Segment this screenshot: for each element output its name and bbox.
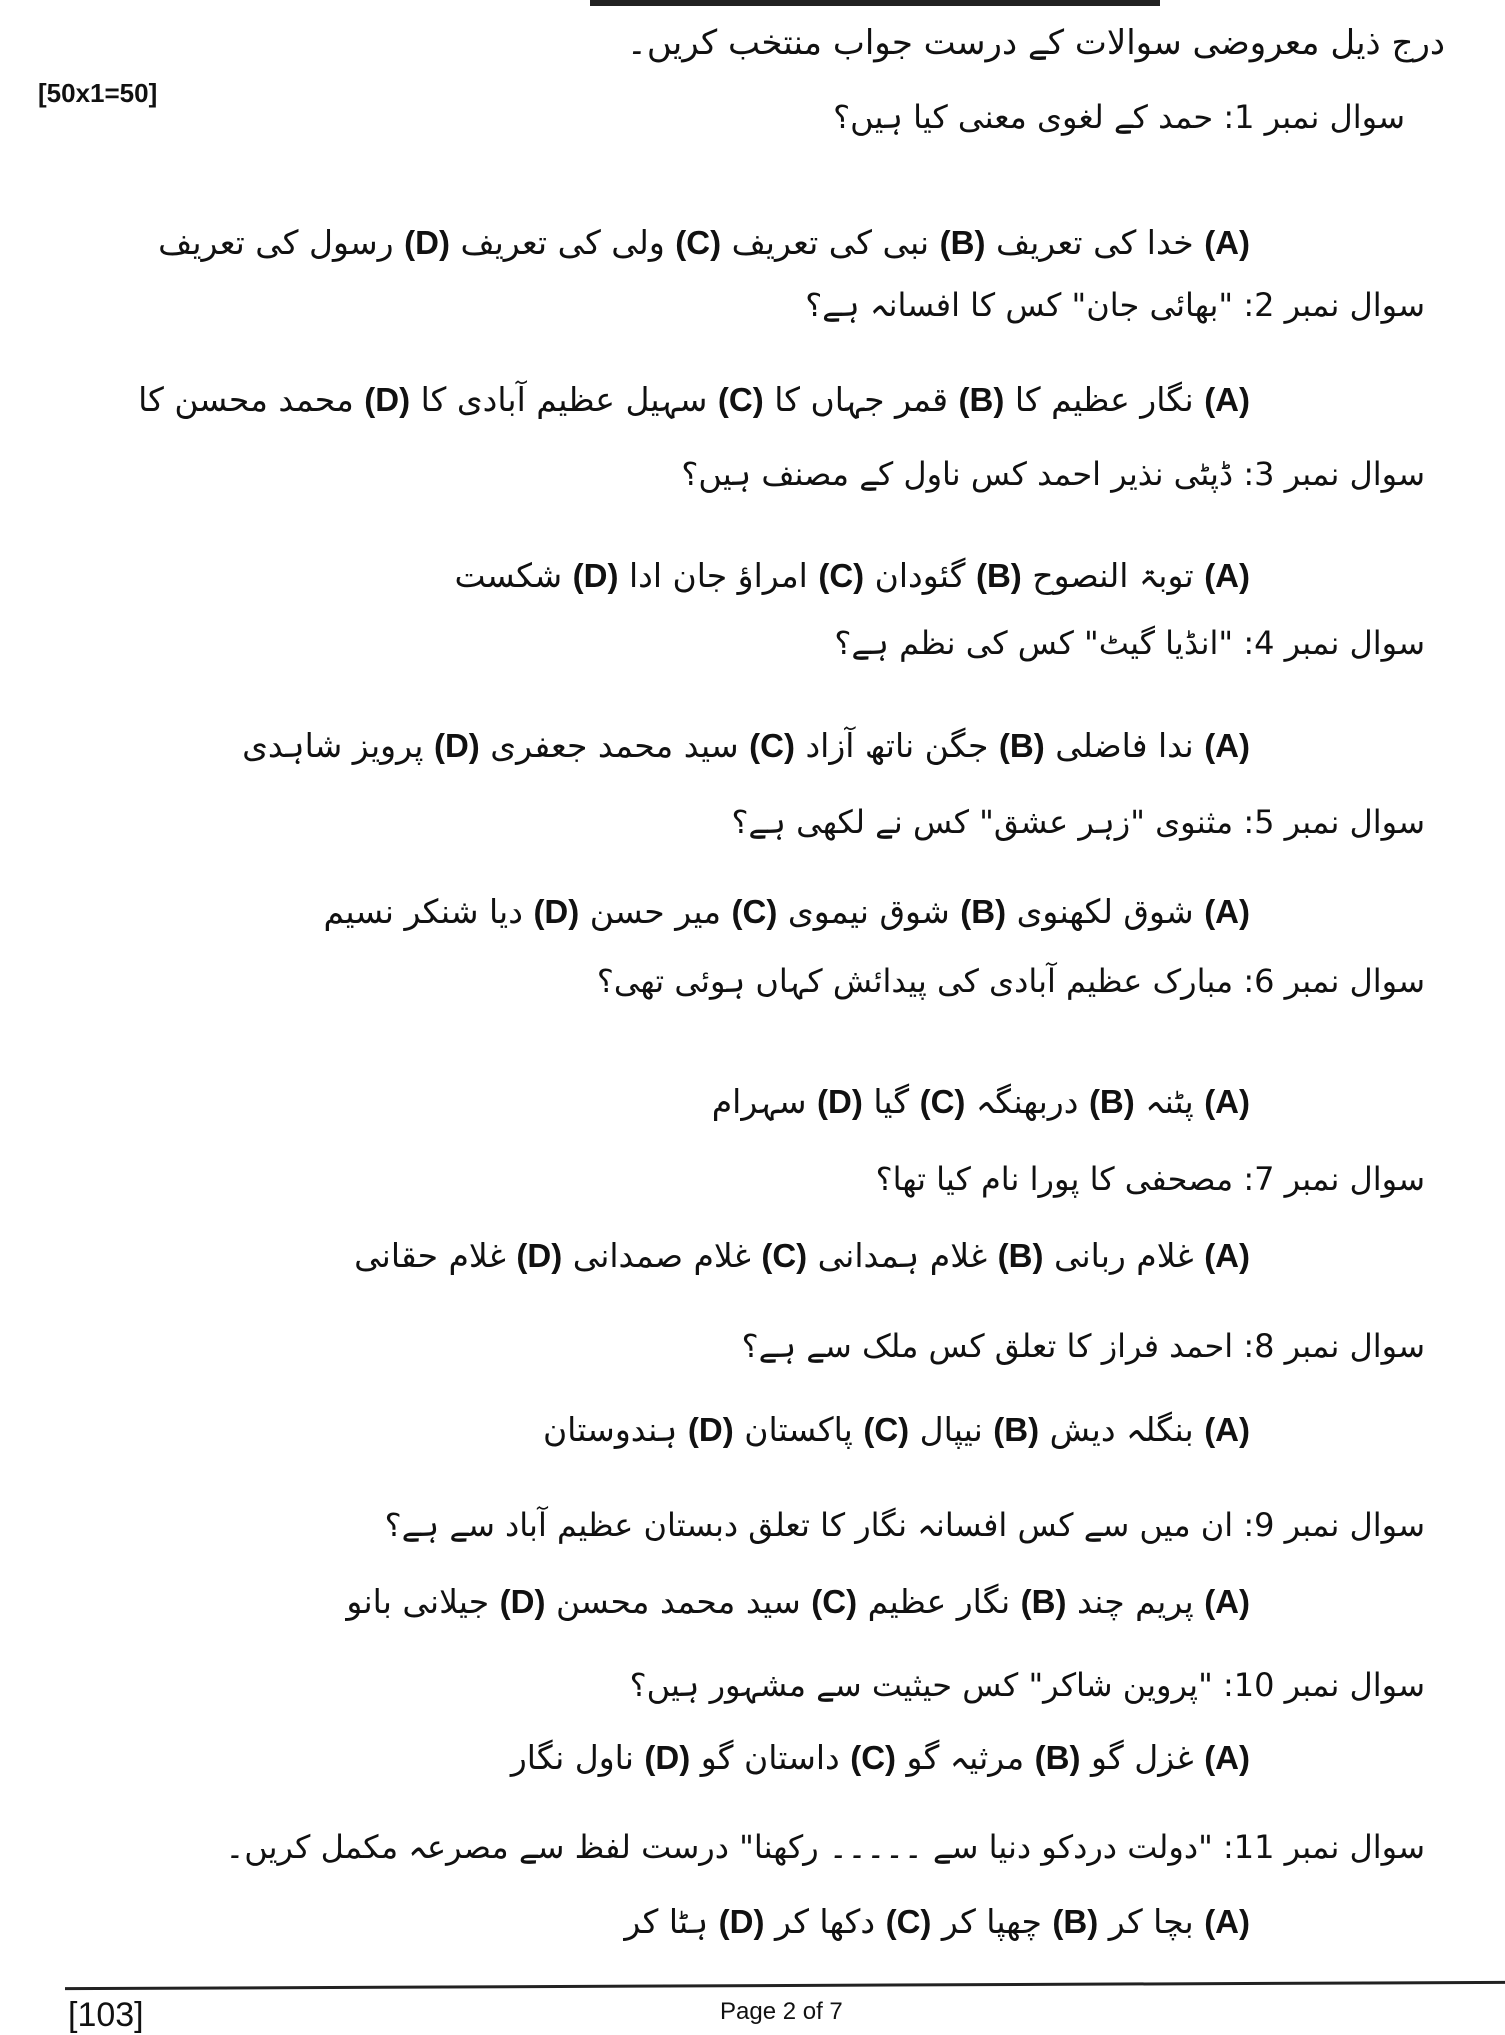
question-number: سوال نمبر 3: xyxy=(1243,455,1425,493)
question-11 xyxy=(225,1828,1425,1866)
option-key[interactable]: (C) xyxy=(863,1411,910,1448)
option-text[interactable]: امراؤ جان ادا xyxy=(628,556,808,595)
option-text[interactable]: شوق نیموی xyxy=(787,892,950,931)
question-10 xyxy=(630,1666,1425,1704)
option-text[interactable]: شکست xyxy=(454,556,563,595)
question-text: "دولت دردکو دنیا سے ۔۔۔۔۔ رکھنا" درست لفظ سے مصرعہ مکمل کریں۔ xyxy=(225,1828,1213,1866)
option-key[interactable]: (A) xyxy=(1204,1237,1250,1274)
option-key[interactable]: (C) xyxy=(761,1237,808,1274)
option-text[interactable]: جیلانی بانو xyxy=(346,1582,490,1621)
option-text[interactable]: خدا کی تعریف xyxy=(995,223,1194,262)
question-8 xyxy=(742,1327,1425,1365)
option-text[interactable]: غلام حقانی xyxy=(354,1236,506,1275)
question-number: سوال نمبر 11: xyxy=(1222,1828,1425,1866)
option-key[interactable]: (B) xyxy=(939,224,986,261)
option-text[interactable]: داستان گو xyxy=(700,1738,840,1777)
option-key[interactable]: (B) xyxy=(998,727,1045,764)
option-text[interactable]: ہندوستان xyxy=(542,1410,678,1449)
option-text[interactable]: ندا فاضلی xyxy=(1055,726,1194,765)
question-text: "پروین شاکر" کس حیثیت سے مشہور ہیں؟ xyxy=(629,1666,1213,1704)
option-key[interactable]: (C) xyxy=(717,381,764,418)
question-text: حمد کے لغوی معنی کیا ہیں؟ xyxy=(833,98,1214,136)
question-9 xyxy=(385,1506,1425,1544)
option-key[interactable]: (B) xyxy=(975,557,1022,594)
option-key[interactable]: (C) xyxy=(818,557,865,594)
question-text: مثنوی "زہر عشق" کس نے لکھی ہے؟ xyxy=(731,803,1234,841)
option-text[interactable]: سہرام xyxy=(711,1082,807,1121)
question-text: ان میں سے کس افسانہ نگار کا تعلق دبستان عظیم آباد سے ہے؟ xyxy=(384,1506,1234,1544)
page-number: Page 2 of 7 xyxy=(720,1998,843,2025)
option-key[interactable]: (B) xyxy=(1052,1903,1099,1940)
option-key[interactable]: (C) xyxy=(919,1083,966,1120)
marks-label: [50x1=50] xyxy=(38,78,158,108)
option-text[interactable]: نگار عظیم کا xyxy=(1014,380,1194,419)
question-text: ڈپٹی نذیر احمد کس ناول کے مصنف ہیں؟ xyxy=(681,455,1234,493)
question-1 xyxy=(833,98,1405,136)
options-2 xyxy=(138,380,1250,419)
option-key[interactable]: (B) xyxy=(958,381,1005,418)
question-text: مبارک عظیم آبادی کی پیدائش کہاں ہوئی تھی؟ xyxy=(596,962,1234,1000)
top-rule xyxy=(590,0,1160,6)
question-text: "انڈیا گیٹ" کس کی نظم ہے؟ xyxy=(834,624,1234,662)
question-number: سوال نمبر 6: xyxy=(1243,962,1425,1000)
option-text[interactable]: رسول کی تعریف xyxy=(158,223,394,262)
option-key[interactable]: (A) xyxy=(1204,1739,1250,1776)
options-4 xyxy=(242,726,1250,765)
option-key[interactable]: (C) xyxy=(731,893,778,930)
option-key[interactable]: (D) xyxy=(644,1739,691,1776)
options-11 xyxy=(624,1902,1250,1941)
option-key[interactable]: (C) xyxy=(811,1583,858,1620)
option-text[interactable]: غلام ہمدانی xyxy=(817,1236,988,1275)
option-key[interactable]: (A) xyxy=(1204,1411,1250,1448)
question-number: سوال نمبر 9: xyxy=(1243,1506,1425,1544)
options-3 xyxy=(454,556,1250,595)
question-number: سوال نمبر 2: xyxy=(1243,286,1425,324)
footer-rule xyxy=(65,1981,1505,1990)
option-text[interactable]: توبۃ النصوح xyxy=(1032,556,1194,595)
option-key[interactable]: (D) xyxy=(404,224,450,261)
option-text[interactable]: غلام صمدانی xyxy=(572,1236,751,1275)
option-key[interactable]: (A) xyxy=(1204,381,1250,418)
option-text[interactable]: نیپال xyxy=(919,1410,983,1449)
option-key[interactable]: (A) xyxy=(1204,224,1250,261)
option-key[interactable]: (A) xyxy=(1204,893,1250,930)
option-key[interactable]: (B) xyxy=(997,1237,1044,1274)
option-text[interactable]: شوق لکھنوی xyxy=(1016,892,1194,931)
option-text[interactable]: سید محمد محسن xyxy=(555,1582,801,1621)
option-key[interactable]: (C) xyxy=(675,224,722,261)
option-key[interactable]: (D) xyxy=(817,1083,863,1120)
options-7 xyxy=(354,1236,1250,1275)
options-6 xyxy=(712,1082,1250,1121)
options-10 xyxy=(511,1738,1250,1777)
option-key[interactable]: (A) xyxy=(1204,557,1250,594)
option-text[interactable]: پریم چند xyxy=(1076,1582,1194,1621)
question-2 xyxy=(805,286,1425,324)
question-number: سوال نمبر 7: xyxy=(1243,1160,1425,1198)
option-text[interactable]: سہیل عظیم آبادی کا xyxy=(420,380,708,419)
option-text[interactable]: ناول نگار xyxy=(510,1738,634,1777)
option-text[interactable]: غلام ربانی xyxy=(1053,1236,1194,1275)
question-number: سوال نمبر 5: xyxy=(1243,803,1425,841)
option-text[interactable]: نگار عظیم xyxy=(867,1582,1011,1621)
option-key[interactable]: (D) xyxy=(687,1411,734,1448)
options-5 xyxy=(323,892,1250,931)
option-text[interactable]: نبی کی تعریف xyxy=(731,223,930,262)
option-text[interactable]: پاکستان xyxy=(744,1410,853,1449)
question-number: سوال نمبر 4: xyxy=(1243,624,1425,662)
question-number: سوال نمبر 10: xyxy=(1222,1666,1425,1704)
option-key[interactable]: (A) xyxy=(1204,1903,1250,1940)
question-text: احمد فراز کا تعلق کس ملک سے ہے؟ xyxy=(741,1327,1234,1365)
option-text[interactable]: بچا کر xyxy=(1108,1902,1194,1941)
instruction-text: درج ذیل معروضی سوالات کے درست جواب منتخب کریں۔ xyxy=(626,23,1445,63)
option-key[interactable]: (D) xyxy=(364,381,411,418)
option-key[interactable]: (D) xyxy=(499,1583,546,1620)
option-text[interactable]: سید محمد جعفری xyxy=(490,726,739,765)
question-number: سوال نمبر 1: xyxy=(1223,98,1405,136)
option-key[interactable]: (D) xyxy=(516,1237,563,1274)
question-6 xyxy=(597,962,1425,1000)
option-key[interactable]: (B) xyxy=(1034,1739,1081,1776)
question-3 xyxy=(681,455,1425,493)
option-key[interactable]: (B) xyxy=(1020,1583,1067,1620)
options-1 xyxy=(158,223,1250,262)
question-number: سوال نمبر 8: xyxy=(1243,1327,1425,1365)
option-key[interactable]: (B) xyxy=(993,1411,1040,1448)
option-text[interactable]: پٹنہ xyxy=(1145,1082,1194,1121)
question-text: "بھائی جان" کس کا افسانہ ہے؟ xyxy=(805,286,1234,324)
option-text[interactable]: ولی کی تعریف xyxy=(460,223,665,262)
option-text[interactable]: دیا شنکر نسیم xyxy=(323,892,523,931)
option-key[interactable]: (B) xyxy=(1088,1083,1135,1120)
option-key[interactable]: (C) xyxy=(749,727,795,764)
option-key[interactable]: (D) xyxy=(572,557,619,594)
option-key[interactable]: (D) xyxy=(718,1903,765,1940)
option-key[interactable]: (D) xyxy=(433,727,480,764)
option-text[interactable]: بنگلہ دیش xyxy=(1049,1410,1194,1449)
option-key[interactable]: (D) xyxy=(533,893,580,930)
option-text[interactable]: دربھنگہ xyxy=(975,1082,1079,1121)
question-7 xyxy=(876,1160,1425,1198)
option-text[interactable]: دکھا کر xyxy=(774,1902,876,1941)
option-text[interactable]: محمد محسن کا xyxy=(138,380,354,419)
option-text[interactable]: مرثیہ گو xyxy=(906,1738,1025,1777)
paper-code: [103] xyxy=(68,1996,144,2034)
options-8 xyxy=(543,1410,1250,1449)
option-text[interactable]: گیا xyxy=(873,1082,910,1121)
option-text[interactable]: پرویز شاہدی xyxy=(242,726,424,765)
option-text[interactable]: جگن ناتھ آزاد xyxy=(805,726,989,765)
option-text[interactable]: قمر جہاں کا xyxy=(774,380,949,419)
option-key[interactable]: (A) xyxy=(1204,1083,1250,1120)
question-text: مصحفی کا پورا نام کیا تھا؟ xyxy=(875,1160,1234,1198)
option-text[interactable]: غزل گو xyxy=(1090,1738,1194,1777)
option-key[interactable]: (A) xyxy=(1204,1583,1250,1620)
option-key[interactable]: (C) xyxy=(850,1739,897,1776)
option-text[interactable]: میر حسن xyxy=(589,892,722,931)
question-4 xyxy=(834,624,1425,662)
option-key[interactable]: (C) xyxy=(885,1903,932,1940)
option-key[interactable]: (B) xyxy=(960,893,1007,930)
question-5 xyxy=(731,803,1425,841)
option-key[interactable]: (A) xyxy=(1204,727,1250,764)
options-9 xyxy=(346,1582,1250,1621)
option-text[interactable]: چھپا کر xyxy=(941,1902,1042,1941)
option-text[interactable]: گئودان xyxy=(874,556,966,595)
option-text[interactable]: ہٹا کر xyxy=(624,1902,709,1941)
